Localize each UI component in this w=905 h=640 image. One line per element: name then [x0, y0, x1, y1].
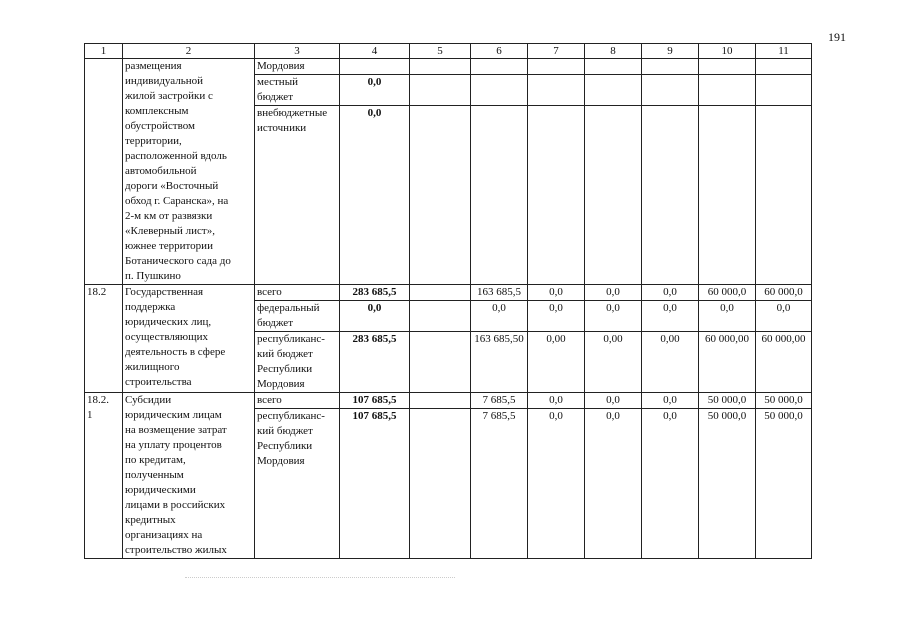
- value-cell: [699, 59, 756, 75]
- column-header: 8: [585, 44, 642, 59]
- value-cell: 0,0: [642, 409, 699, 559]
- value-cell: 50 000,0: [699, 409, 756, 559]
- value-cell: 283 685,5: [340, 332, 410, 393]
- value-cell: [756, 106, 812, 285]
- value-cell: 0,0: [585, 285, 642, 301]
- value-cell: 163 685,5: [471, 285, 528, 301]
- value-cell: [585, 75, 642, 106]
- value-cell: [756, 59, 812, 75]
- value-cell: 0,00: [642, 332, 699, 393]
- value-cell: [699, 106, 756, 285]
- value-cell: [410, 393, 471, 409]
- column-header: 5: [410, 44, 471, 59]
- column-header: 3: [255, 44, 340, 59]
- value-cell: [642, 75, 699, 106]
- header-row: [85, 44, 812, 59]
- column-header: 2: [123, 44, 255, 59]
- value-cell: 0,0: [471, 301, 528, 332]
- value-cell: 7 685,5: [471, 409, 528, 559]
- item-number: 18.2. 1: [85, 393, 123, 559]
- value-cell: 0,0: [528, 409, 585, 559]
- funding-source: республиканс- кий бюджет Республики Мордовия: [255, 332, 340, 393]
- value-cell: 0,0: [528, 301, 585, 332]
- value-cell: [528, 75, 585, 106]
- value-cell: 0,00: [528, 332, 585, 393]
- value-cell: 60 000,00: [756, 332, 812, 393]
- column-header: 9: [642, 44, 699, 59]
- value-cell: [642, 106, 699, 285]
- value-cell: 50 000,0: [756, 409, 812, 559]
- value-cell: [410, 285, 471, 301]
- item-description: Государственная поддержка юридических лиц, осуществляющих деятельность в сфере жилищного строительства: [123, 285, 255, 393]
- value-cell: 107 685,5: [340, 409, 410, 559]
- value-cell: 163 685,50: [471, 332, 528, 393]
- value-cell: 7 685,5: [471, 393, 528, 409]
- funding-source: местный бюджет: [255, 75, 340, 106]
- value-cell: 0,0: [340, 301, 410, 332]
- table-row: [85, 59, 812, 75]
- item-description: размещения индивидуальной жилой застройки с комплексным обустройством территории, расположенной вдоль автомобильной дороги «Восточный обход г. Саранска», на 2-м км от развязки «Клеверный лист», южнее территории Ботанического сада до п. Пушкино: [123, 59, 255, 285]
- value-cell: [410, 59, 471, 75]
- value-cell: 283 685,5: [340, 285, 410, 301]
- funding-source: всего: [255, 393, 340, 409]
- value-cell: [410, 409, 471, 559]
- value-cell: [585, 59, 642, 75]
- value-cell: 107 685,5: [340, 393, 410, 409]
- value-cell: 0,0: [642, 285, 699, 301]
- value-cell: 0,0: [340, 106, 410, 285]
- column-header: 6: [471, 44, 528, 59]
- value-cell: 0,0: [340, 75, 410, 106]
- value-cell: [340, 59, 410, 75]
- value-cell: 0,0: [585, 393, 642, 409]
- column-header: 10: [699, 44, 756, 59]
- column-header: 7: [528, 44, 585, 59]
- value-cell: [528, 106, 585, 285]
- value-cell: [471, 106, 528, 285]
- value-cell: 0,00: [585, 332, 642, 393]
- budget-table: [84, 43, 812, 559]
- item-number-cell: [85, 59, 123, 285]
- value-cell: 50 000,0: [756, 393, 812, 409]
- value-cell: 0,0: [642, 301, 699, 332]
- value-cell: [471, 59, 528, 75]
- value-cell: [528, 59, 585, 75]
- item-description: Субсидии юридическим лицам на возмещение затрат на уплату процентов по кредитам, полученным юридическими лицами в российских кредитных организациях на строительство жилых: [123, 393, 255, 559]
- value-cell: [471, 75, 528, 106]
- value-cell: [642, 59, 699, 75]
- value-cell: 0,0: [528, 393, 585, 409]
- value-cell: 50 000,0: [699, 393, 756, 409]
- value-cell: 60 000,0: [699, 285, 756, 301]
- value-cell: 0,0: [585, 301, 642, 332]
- value-cell: 0,0: [756, 301, 812, 332]
- value-cell: [699, 75, 756, 106]
- table-row: [85, 393, 812, 409]
- value-cell: [410, 332, 471, 393]
- value-cell: [410, 301, 471, 332]
- value-cell: 0,0: [585, 409, 642, 559]
- value-cell: 0,0: [699, 301, 756, 332]
- funding-source: Мордовия: [255, 59, 340, 75]
- table-row: [85, 285, 812, 301]
- funding-source: внебюджетные источники: [255, 106, 340, 285]
- page-number: 191: [828, 30, 846, 44]
- value-cell: [585, 106, 642, 285]
- column-header: 1: [85, 44, 123, 59]
- value-cell: 60 000,00: [699, 332, 756, 393]
- value-cell: [410, 106, 471, 285]
- value-cell: 60 000,0: [756, 285, 812, 301]
- value-cell: 0,0: [642, 393, 699, 409]
- funding-source: республиканс- кий бюджет Республики Мордовия: [255, 409, 340, 559]
- value-cell: [756, 75, 812, 106]
- funding-source: федеральный бюджет: [255, 301, 340, 332]
- item-number: 18.2: [85, 285, 123, 393]
- scan-artifact: [185, 577, 455, 578]
- column-header: 4: [340, 44, 410, 59]
- value-cell: 0,0: [528, 285, 585, 301]
- funding-source: всего: [255, 285, 340, 301]
- value-cell: [410, 75, 471, 106]
- column-header: 11: [756, 44, 812, 59]
